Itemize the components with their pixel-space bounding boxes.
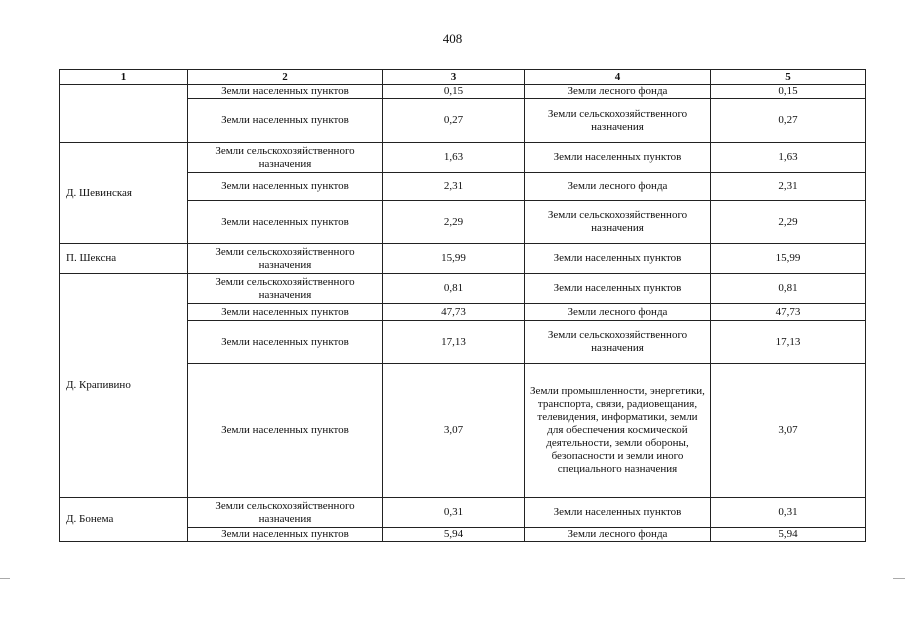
transferred-area-cell: 2,29 — [711, 201, 866, 244]
location-cell: Д. Крапивино — [60, 274, 188, 498]
area-cell: 0,31 — [383, 498, 525, 528]
area-cell: 17,13 — [383, 321, 525, 364]
from-category-cell: Земли населенных пунктов — [188, 321, 383, 364]
from-category-cell: Земли сельскохозяйственного назначения — [188, 498, 383, 528]
from-category-cell: Земли населенных пунктов — [188, 201, 383, 244]
to-category-cell: Земли сельскохозяйственного назначения — [525, 99, 711, 143]
area-cell: 2,31 — [383, 173, 525, 201]
column-header-5: 5 — [711, 70, 866, 85]
transferred-area-cell: 17,13 — [711, 321, 866, 364]
scan-edge-mark-right — [893, 578, 905, 579]
land-transfer-table — [59, 69, 866, 542]
area-cell: 15,99 — [383, 244, 525, 274]
to-category-cell: Земли лесного фонда — [525, 528, 711, 542]
area-cell: 0,81 — [383, 274, 525, 304]
from-category-cell: Земли сельскохозяйственного назначения — [188, 244, 383, 274]
to-category-cell: Земли лесного фонда — [525, 85, 711, 99]
column-header-2: 2 — [188, 70, 383, 85]
header-row — [60, 70, 866, 85]
to-category-cell: Земли населенных пунктов — [525, 498, 711, 528]
location-cell: Д. Бонема — [60, 498, 188, 542]
land-transfer-table-wrapper — [59, 69, 865, 542]
transferred-area-cell: 1,63 — [711, 143, 866, 173]
to-category-cell: Земли промышленности, энергетики, транспорта, связи, радиовещания, телевидения, информатики, земли для обеспечения космической деятельности, земли обороны, безопасности и земли иного специального назначения — [525, 364, 711, 498]
from-category-cell: Земли населенных пунктов — [188, 528, 383, 542]
area-cell: 3,07 — [383, 364, 525, 498]
table-row — [60, 498, 866, 528]
area-cell: 0,27 — [383, 99, 525, 143]
location-cell: Д. Шевинская — [60, 143, 188, 244]
transferred-area-cell: 0,27 — [711, 99, 866, 143]
table-row — [60, 244, 866, 274]
column-header-1: 1 — [60, 70, 188, 85]
from-category-cell: Земли сельскохозяйственного назначения — [188, 143, 383, 173]
column-header-3: 3 — [383, 70, 525, 85]
area-cell: 5,94 — [383, 528, 525, 542]
area-cell: 0,15 — [383, 85, 525, 99]
area-cell: 1,63 — [383, 143, 525, 173]
transferred-area-cell: 47,73 — [711, 304, 866, 321]
transferred-area-cell: 5,94 — [711, 528, 866, 542]
transferred-area-cell: 0,81 — [711, 274, 866, 304]
transferred-area-cell: 15,99 — [711, 244, 866, 274]
to-category-cell: Земли населенных пунктов — [525, 143, 711, 173]
to-category-cell: Земли населенных пунктов — [525, 244, 711, 274]
table-row — [60, 143, 866, 173]
table-row — [60, 85, 866, 99]
to-category-cell: Земли сельскохозяйственного назначения — [525, 321, 711, 364]
scan-edge-mark-left — [0, 578, 10, 579]
page-number: 408 — [442, 31, 463, 46]
from-category-cell: Земли населенных пунктов — [188, 173, 383, 201]
table-body — [60, 85, 866, 542]
area-cell: 47,73 — [383, 304, 525, 321]
from-category-cell: Земли населенных пунктов — [188, 85, 383, 99]
to-category-cell: Земли сельскохозяйственного назначения — [525, 201, 711, 244]
transferred-area-cell: 0,15 — [711, 85, 866, 99]
location-cell: П. Шексна — [60, 244, 188, 274]
location-cell — [60, 85, 188, 143]
column-header-4: 4 — [525, 70, 711, 85]
from-category-cell: Земли сельскохозяйственного назначения — [188, 274, 383, 304]
from-category-cell: Земли населенных пунктов — [188, 304, 383, 321]
transferred-area-cell: 2,31 — [711, 173, 866, 201]
table-row — [60, 274, 866, 304]
from-category-cell: Земли населенных пунктов — [188, 364, 383, 498]
transferred-area-cell: 0,31 — [711, 498, 866, 528]
transferred-area-cell: 3,07 — [711, 364, 866, 498]
to-category-cell: Земли лесного фонда — [525, 304, 711, 321]
from-category-cell: Земли населенных пунктов — [188, 99, 383, 143]
to-category-cell: Земли населенных пунктов — [525, 274, 711, 304]
area-cell: 2,29 — [383, 201, 525, 244]
to-category-cell: Земли лесного фонда — [525, 173, 711, 201]
